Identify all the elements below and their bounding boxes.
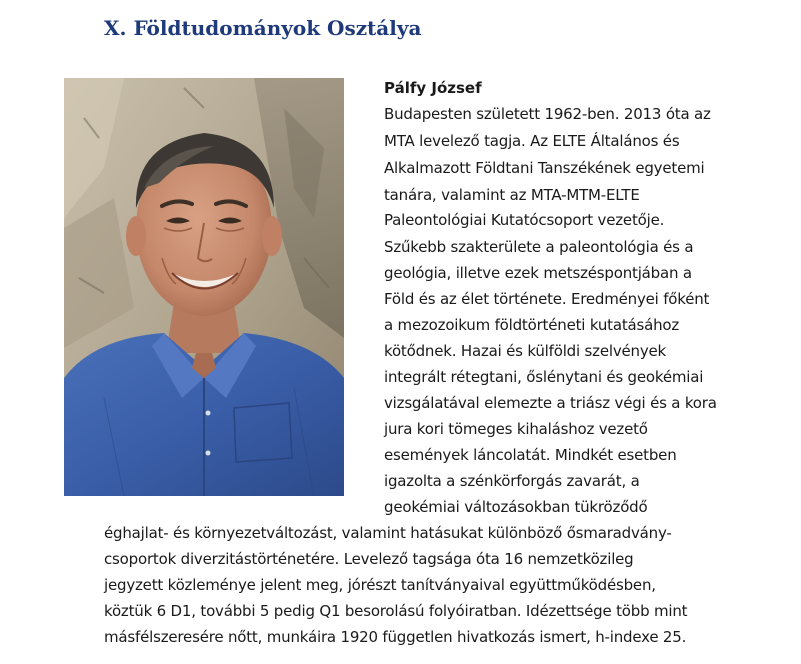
bio-line: geológia, illetve ezek metszéspontjában a — [384, 264, 692, 282]
bio-line: éghajlat- és környezetváltozást, valamint hatásukat különböző ősmaradvány- — [104, 524, 672, 542]
bio-line: Alkalmazott Földtani Tanszékének egyetemi — [384, 159, 705, 177]
bio-line: jegyzett közleménye jelent meg, jórészt tanítványaival együttműködésben, — [104, 576, 656, 594]
bio-line: tanára, valamint az MTA-MTM-ELTE — [384, 186, 640, 204]
bio-line: események láncolatát. Mindkét esetben — [384, 446, 677, 464]
section-title: X. Földtudományok Osztálya — [104, 16, 422, 40]
bio-line: jura kori tömeges kihaláshoz vezető — [384, 420, 648, 438]
portrait-photo — [64, 78, 344, 496]
bio-line: Föld és az élet története. Eredményei főként — [384, 290, 710, 308]
bio-line: igazolta a szénkörforgás zavarát, a — [384, 472, 640, 490]
bio-line: a mezozoikum földtörténeti kutatásához — [384, 316, 680, 334]
bio-line: csoportok diverzitástörténetére. Levelező tagsága óta 16 nemzetközileg — [104, 550, 634, 568]
bio-line: kötődnek. Hazai és külföldi szelvények — [384, 342, 667, 360]
member-name: Pálfy József — [384, 79, 482, 97]
bio-line: Szűkebb szakterülete a paleontológia és a — [384, 238, 694, 256]
bio-line: másfélszeresére nőtt, munkáira 1920 független hivatkozás ismert, h-indexe 25. — [104, 628, 687, 646]
bio-line: integrált rétegtani, őslénytani és geokémiai — [384, 368, 704, 386]
bio-line: Budapesten született 1962-ben. 2013 óta az — [384, 105, 711, 123]
bio-line: geokémiai változásokban tükröződő — [384, 498, 648, 516]
bio-line: köztük 6 D1, további 5 pedig Q1 besorolású folyóiratban. Idézettsége több mint — [104, 602, 688, 620]
bio-line: vizsgálatával elemezte a triász végi és a kora — [384, 394, 717, 412]
bio-line: Paleontológiai Kutatócsoport vezetője. — [384, 211, 665, 229]
bio-line: MTA levelező tagja. Az ELTE Általános és — [384, 132, 680, 150]
